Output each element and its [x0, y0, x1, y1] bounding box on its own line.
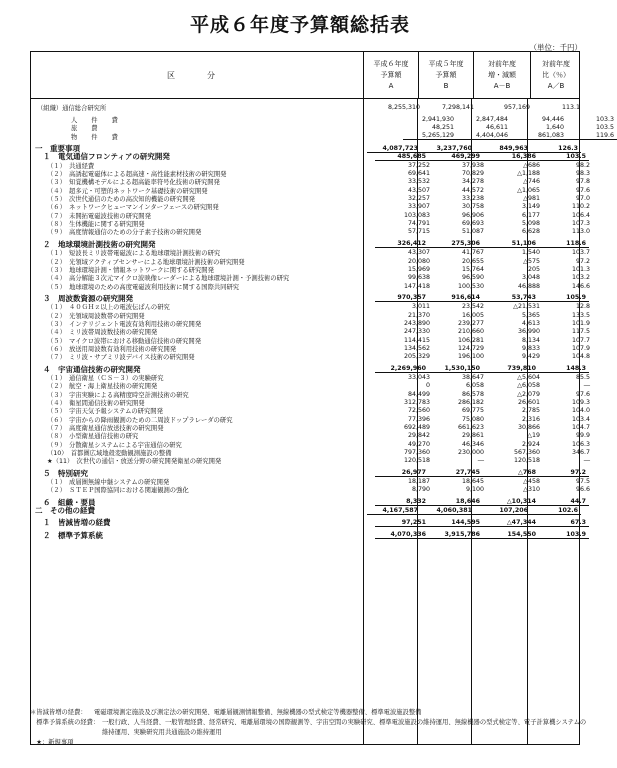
change-cell: 46,888 — [517, 282, 540, 290]
fy5-budget-cell: 29,861 — [461, 432, 484, 440]
fy6-budget-cell: 114,415 — [403, 336, 430, 344]
ratio-cell: 103.9 — [539, 531, 589, 539]
ratio-cell: 97.8 — [575, 178, 590, 186]
fy5-budget-cell: 286,182 — [457, 399, 484, 407]
budget-table — [30, 51, 614, 745]
fy6-budget-cell: 99,638 — [407, 274, 430, 282]
table-header — [31, 52, 579, 99]
change-cell: 2,316 — [521, 415, 540, 423]
fy6-budget-cell: 4,070,336 — [375, 531, 429, 539]
fy5-budget-cell: 916,614 — [429, 294, 483, 302]
ratio-cell: 97.6 — [575, 186, 590, 194]
fy6-budget-cell: 33,043 — [407, 373, 430, 381]
fy5-budget-cell: 124,729 — [457, 344, 484, 352]
fy5-budget-cell: 20,655 — [461, 257, 484, 265]
change-cell: 2,785 — [521, 407, 540, 415]
change-cell: 9,429 — [521, 353, 540, 361]
change-cell: 94,446 — [541, 116, 564, 124]
ratio-cell: 133.5 — [571, 311, 590, 319]
fy5-budget-cell: 96,590 — [461, 274, 484, 282]
ratio-cell: 99.9 — [575, 432, 590, 440]
change-cell: △575 — [523, 257, 540, 265]
footnote-line — [30, 708, 590, 718]
change-cell: △746 — [523, 178, 540, 186]
fy5-budget-cell: 1,530,150 — [429, 365, 483, 373]
fy5-budget-cell: 7,298,141 — [441, 103, 474, 111]
ratio-cell: 107.3 — [571, 220, 590, 228]
ratio-cell: 104.8 — [571, 353, 590, 361]
ratio-cell: 97.6 — [575, 390, 590, 398]
fy6-budget-cell: 32,257 — [407, 195, 430, 203]
fy6-budget-cell: 33,907 — [407, 203, 430, 211]
fy5-budget-cell: 96,906 — [461, 211, 484, 219]
fy6-budget-cell: 4,167,587 — [367, 507, 421, 515]
change-cell: △21,531 — [513, 303, 540, 311]
header-fy6-budget: 平成６年度 予算額 A — [363, 52, 418, 98]
fy6-budget-cell: 8,255,310 — [387, 103, 420, 111]
ratio-cell: 96.6 — [575, 486, 590, 494]
fy6-budget-cell: 84,499 — [407, 390, 430, 398]
row-name: ★（11） 次世代の通信・放送分野の研究開発衛星の研究開発 — [47, 458, 222, 466]
fy5-budget-cell: 33,238 — [461, 195, 484, 203]
footnote-key: ★：新規事項 — [30, 739, 74, 746]
fy5-budget-cell: 15,764 — [461, 265, 484, 273]
ratio-cell: 119.6 — [567, 132, 617, 140]
fy6-budget-cell: 103,083 — [403, 211, 430, 219]
ratio-cell: 107.7 — [571, 336, 590, 344]
row-name: ６ 組織・要員 — [43, 497, 96, 507]
ratio-cell: 106.4 — [571, 211, 590, 219]
table-row — [31, 103, 579, 111]
ratio-cell: 44.7 — [539, 498, 589, 506]
row-name: （２） 光領域周波数帯の研究開発 — [47, 312, 145, 320]
fy6-budget-cell: 15,969 — [407, 265, 430, 273]
fy6-budget-cell: 5,265,129 — [403, 132, 457, 140]
ratio-cell: 113.0 — [571, 228, 590, 236]
row-name: ５ 特別研究 — [43, 468, 88, 478]
table-row — [31, 353, 590, 362]
fy6-budget-cell: 18,187 — [407, 478, 430, 486]
row-name: （３） 地球環境計測・情報ネットワークに関する研究開発 — [47, 266, 214, 274]
fy5-budget-cell: 2,847,484 — [475, 116, 508, 124]
ratio-cell: ― — [583, 382, 590, 390]
fy5-budget-cell: 38,647 — [461, 373, 484, 381]
table-row — [31, 506, 579, 514]
row-name: 旅費 — [71, 125, 112, 133]
change-cell: 6,177 — [521, 211, 540, 219]
change-cell: 3,048 — [521, 274, 540, 282]
ratio-cell: 126.3 — [531, 145, 581, 153]
ratio-cell: ― — [583, 457, 590, 465]
row-name: （７） 未開拓電磁波技術の研究開発 — [47, 212, 151, 220]
fy6-budget-cell: 29,842 — [407, 432, 430, 440]
fy6-budget-cell: 21,370 — [407, 311, 430, 319]
fy6-budget-cell: 326,412 — [375, 240, 429, 248]
ratio-cell: 104.0 — [571, 407, 590, 415]
ratio-cell: 103.5 — [539, 153, 589, 161]
ratio-cell: 113.1 — [561, 103, 580, 111]
fy5-budget-cell: 41,767 — [461, 249, 484, 257]
ratio-cell: 98.3 — [575, 170, 590, 178]
page-title: 平成６年度予算額総括表 — [189, 14, 410, 36]
change-cell: 739,810 — [483, 365, 539, 373]
fy5-budget-cell: 51,087 — [461, 228, 484, 236]
change-cell: △19 — [527, 432, 540, 440]
change-cell: 120,518 — [513, 457, 540, 465]
row-name: （６） 放送用周波数有効利用技術の研究開発 — [47, 345, 177, 353]
row-name: （５） 宇宙天気予報システムの研究開発 — [47, 408, 163, 416]
row-name: （６） ネットワークヒューマンインターフェースの研究開発 — [47, 204, 219, 212]
change-cell: 6,628 — [521, 228, 540, 236]
row-name: （１） 共通経費 — [47, 162, 95, 170]
change-cell: 2,924 — [521, 440, 540, 448]
row-name: （３） 知覚機構モデルによる超高能率符号化技術の研究開発 — [47, 179, 220, 187]
row-name: （５） マイクロ波帯における移動通信技術の研究開発 — [47, 337, 202, 345]
fy6-budget-cell: 20,080 — [407, 257, 430, 265]
fy6-budget-cell: 43,507 — [407, 186, 430, 194]
fy5-budget-cell: 239,277 — [457, 319, 484, 327]
row-name: （２） 高誘起電磁体による超高速・高性能素材技術の研究開発 — [47, 171, 227, 179]
fy6-budget-cell: 2,941,930 — [421, 116, 454, 124]
row-name: 二 その他の経費 — [35, 506, 95, 516]
ratio-cell: 102.6 — [531, 507, 581, 515]
fy6-budget-cell: 243,890 — [403, 319, 430, 327]
change-cell: 957,169 — [503, 103, 530, 111]
fy5-budget-cell: 100,530 — [457, 282, 484, 290]
fy5-budget-cell: 23,542 — [461, 303, 484, 311]
row-name: （８） 生体機能に関する研究開発 — [47, 221, 145, 229]
fy6-budget-cell: 2,269,960 — [375, 365, 429, 373]
footnote-key: ＊皆減皆増の経費： — [30, 709, 87, 716]
change-cell: 30,866 — [517, 424, 540, 432]
ratio-cell: 103.2 — [571, 274, 590, 282]
row-name: （２） 航空・海上衛星技術の研究開発 — [47, 383, 158, 391]
ratio-cell: 103.5 — [595, 124, 614, 132]
row-name: 物件費 — [71, 133, 132, 141]
fy6-budget-cell: 134,562 — [403, 344, 430, 352]
row-name: （10） 首都圏広域地殻変動観測施設の整備 — [47, 450, 172, 458]
row-name: （８） 小型衛星通信技術の研究 — [47, 433, 139, 441]
row-name: 一 重要事項 — [35, 144, 80, 154]
change-cell: △5,604 — [517, 373, 540, 381]
change-cell: 567,360 — [513, 449, 540, 457]
fy6-budget-cell: 970,357 — [375, 294, 429, 302]
ratio-cell: 117.5 — [571, 328, 590, 336]
fy6-budget-cell: 0 — [425, 382, 430, 390]
ratio-cell: 103.4 — [571, 415, 590, 423]
fy6-budget-cell: 205,329 — [403, 353, 430, 361]
fy6-budget-cell: 57,715 — [407, 228, 430, 236]
footnote-text — [94, 738, 590, 748]
ratio-cell: 101.3 — [571, 265, 590, 273]
change-cell: △6,058 — [517, 382, 540, 390]
ratio-cell: 12.8 — [575, 303, 590, 311]
ratio-cell: 109.3 — [571, 399, 590, 407]
fy5-budget-cell: 44,572 — [461, 186, 484, 194]
row-name: （７） 高度衛星通信放送技術の研究開発 — [47, 425, 164, 433]
change-cell: 51,106 — [483, 240, 539, 248]
table-row — [31, 486, 590, 495]
header-ratio: 対前年度 比（％） A／B — [530, 52, 581, 98]
change-cell: 5,098 — [521, 220, 540, 228]
row-name: １ 皆減皆増の経費 — [43, 518, 111, 528]
ratio-cell: 101.9 — [571, 319, 590, 327]
change-cell: 9,833 — [521, 344, 540, 352]
fy6-budget-cell: 77,396 — [407, 415, 430, 423]
footnote-text: 一般行政、人当経費、一般管理経費、経常研究、電離層環境の国際観測等、宇宙空間の実験研究、標準電波施設の維持運用、無線機器の型式検定等、電子計算機システムの維持運用、実験研究用共通施設の維持運用 — [102, 719, 587, 736]
table-row — [31, 132, 614, 141]
table-row — [31, 518, 586, 528]
fy5-budget-cell: 4,060,381 — [421, 507, 475, 515]
row-name: １ 電気通信フロンティアの研究開発 — [43, 152, 170, 162]
fy5-budget-cell: 16,005 — [461, 311, 484, 319]
change-cell: △768 — [483, 469, 539, 477]
ratio-cell: 103.3 — [595, 116, 614, 124]
change-cell: 107,206 — [475, 507, 531, 515]
fy5-budget-cell: 86,578 — [461, 390, 484, 398]
ratio-cell: 148.3 — [539, 365, 589, 373]
header-change: 対前年度 増・減額 A－B — [473, 52, 530, 98]
fy5-budget-cell: 196,100 — [457, 353, 484, 361]
fy6-budget-cell: 72,560 — [407, 407, 430, 415]
ratio-cell: 106.3 — [571, 440, 590, 448]
fy5-budget-cell: 69,693 — [461, 220, 484, 228]
row-name: （２） 光領域アクティブセンサーによる地球環境計測技術の研究開発 — [47, 258, 245, 266]
fy5-budget-cell: 75,080 — [461, 415, 484, 423]
footnote-key: 標準予算系統の経費： — [30, 719, 100, 726]
fy6-budget-cell: 247,330 — [403, 328, 430, 336]
fy5-budget-cell: ― — [477, 457, 484, 465]
fy6-budget-cell: 49,270 — [407, 440, 430, 448]
fy6-budget-cell: 69,641 — [407, 170, 430, 178]
row-name: （２） ＳＴＥＰ国際協同における関連観測の強化 — [47, 487, 189, 495]
row-name: ４ 宇宙通信技術の研究開発 — [43, 364, 141, 374]
row-name: （４） 高分解能３次元マイクロ波映像レーダーによる地球環境計測・予測技術の研究 — [47, 275, 290, 283]
row-name: （４） ミリ波帯周波数技術の研究開発 — [47, 329, 158, 337]
fy6-budget-cell: 74,791 — [407, 220, 430, 228]
ratio-cell: 97.2 — [539, 469, 589, 477]
change-cell: 36,990 — [517, 328, 540, 336]
row-name: （７） ミリ波・サブミリ波デバイス技術の研究開発 — [47, 354, 195, 362]
ratio-cell: 110.2 — [571, 203, 590, 211]
change-cell: △2,079 — [517, 390, 540, 398]
fy6-budget-cell: 797,360 — [403, 449, 430, 457]
footnote-line — [30, 718, 590, 738]
row-name: （９） 分散衛星システムによる宇宙通信の研究 — [47, 441, 182, 449]
change-cell: 26,601 — [517, 399, 540, 407]
row-name: （４） 衛星間通信技術の研究開発 — [47, 400, 145, 408]
ratio-cell: 67.3 — [539, 519, 589, 527]
fy5-budget-cell: 18,646 — [429, 498, 483, 506]
fy5-budget-cell: 46,611 — [485, 124, 508, 132]
ratio-cell: 103.7 — [571, 249, 590, 257]
table-row — [31, 282, 590, 291]
ratio-cell: 146.6 — [571, 282, 590, 290]
change-cell: 1,540 — [521, 249, 540, 257]
fy5-budget-cell: 661,623 — [457, 424, 484, 432]
row-name: ２ 標準予算系統 — [43, 530, 103, 540]
change-cell: △686 — [523, 161, 540, 169]
fy5-budget-cell: 34,278 — [461, 178, 484, 186]
fy5-budget-cell: 144,595 — [429, 519, 483, 527]
change-cell: △1,065 — [517, 186, 540, 194]
fy6-budget-cell: 8,332 — [375, 498, 429, 506]
change-cell: 861,083 — [511, 132, 567, 140]
row-name: （５） 地球環境のための高度電磁波利用技術に関する国際共同研究 — [47, 283, 240, 291]
row-name: （１） 通信衛星（ＣＳ－３）の実験研究 — [47, 374, 164, 382]
row-name: （５） 次世代通信のための高次知的機能の研究開発 — [47, 196, 195, 204]
fy5-budget-cell: 46,346 — [461, 440, 484, 448]
fy5-budget-cell: 210,660 — [457, 328, 484, 336]
ratio-cell: 346.7 — [571, 449, 590, 457]
row-name: （１） 成層圏無線中継システムの研究開発 — [47, 479, 170, 487]
ratio-cell: 97.5 — [575, 478, 590, 486]
fy5-budget-cell: 6,058 — [465, 382, 484, 390]
fy5-budget-cell: 69,775 — [461, 407, 484, 415]
header-fy5-budget: 平成５年度 予算額 B — [418, 52, 473, 98]
change-cell: 53,743 — [483, 294, 539, 302]
change-cell: △981 — [523, 195, 540, 203]
footnote-text: 電磁環境測定施設及び測定法の研究開発、電離層観測情報整備、無線機器の型式検定等機器整備、標準電波施設整備 — [94, 709, 422, 716]
table-row — [31, 457, 590, 466]
ratio-cell: 107.9 — [571, 344, 590, 352]
change-cell: △10,314 — [483, 498, 539, 506]
fy5-budget-cell: 18,645 — [461, 478, 484, 486]
fy6-budget-cell: 43,307 — [407, 249, 430, 257]
ratio-cell: 118.6 — [539, 240, 589, 248]
ratio-cell: 98.2 — [575, 161, 590, 169]
fy6-budget-cell: 33,532 — [407, 178, 430, 186]
change-cell: △458 — [523, 478, 540, 486]
fy6-budget-cell: 485,685 — [375, 153, 429, 161]
row-name: ２ 地球環境計測技術の研究開発 — [43, 239, 156, 249]
ratio-cell: 85.5 — [575, 373, 590, 381]
row-name: （組織）通信総合研究所 — [37, 104, 107, 112]
row-name: ３ 周波数資源の研究開発 — [43, 293, 133, 303]
fy5-budget-cell: 37,938 — [461, 161, 484, 169]
fy5-budget-cell: 469,299 — [429, 153, 483, 161]
fy5-budget-cell: 230,000 — [457, 449, 484, 457]
fy6-budget-cell: 37,252 — [407, 161, 430, 169]
fy6-budget-cell: 48,251 — [431, 124, 454, 132]
fy5-budget-cell: 3,237,760 — [421, 145, 475, 153]
change-cell: 5,365 — [521, 311, 540, 319]
row-name: 人件費 — [71, 117, 132, 125]
row-name: （３） 宇宙実験による高精度時空計測技術の研究 — [47, 391, 189, 399]
fy6-budget-cell: 26,977 — [375, 469, 429, 477]
row-name: （１） ４０ＧＨｚ以上の電波伝ぱんの研究 — [47, 304, 170, 312]
fy5-budget-cell: 9,100 — [465, 486, 484, 494]
change-cell: 205 — [527, 265, 540, 273]
fy5-budget-cell: 4,404,046 — [457, 132, 511, 140]
change-cell: 16,386 — [483, 153, 539, 161]
fy6-budget-cell: 97,251 — [375, 519, 429, 527]
change-cell: 3,149 — [521, 203, 540, 211]
ratio-cell: 105.9 — [539, 294, 589, 302]
change-cell: △47,344 — [483, 519, 539, 527]
fy6-budget-cell: 120,518 — [403, 457, 430, 465]
fy5-budget-cell: 275,306 — [429, 240, 483, 248]
table-body — [31, 99, 614, 744]
change-cell: 849,963 — [475, 145, 531, 153]
fy6-budget-cell: 3,011 — [411, 303, 430, 311]
header-category: 区 分 — [167, 70, 227, 80]
row-name: （６） 宇宙からの降雨観測のための二周波ドップラレーダの研究 — [47, 416, 233, 424]
row-name: （１） 短波長ミリ波帯電磁波による地球環境計測技術の研究 — [47, 250, 221, 258]
change-cell: 154,550 — [483, 531, 539, 539]
fy5-budget-cell: 30,758 — [461, 203, 484, 211]
footnote-line — [30, 738, 590, 748]
table-row — [31, 228, 590, 237]
unit-label: （単位：千円） — [529, 43, 582, 52]
fy6-budget-cell: 312,783 — [403, 399, 430, 407]
change-cell: 1,640 — [545, 124, 564, 132]
change-cell: 4,613 — [521, 319, 540, 327]
fy6-budget-cell: 147,418 — [403, 282, 430, 290]
fy5-budget-cell: 70,829 — [461, 170, 484, 178]
change-cell: △1,188 — [517, 170, 540, 178]
ratio-cell: 97.2 — [575, 257, 590, 265]
ratio-cell: 104.7 — [571, 424, 590, 432]
row-name: （３） インテリジェント電波有効利用技術の研究開発 — [47, 320, 202, 328]
row-name: （９） 高度情報通信のための分子素子技術の研究開発 — [47, 229, 202, 237]
fy5-budget-cell: 106,281 — [457, 336, 484, 344]
fy5-budget-cell: 3,915,786 — [429, 531, 483, 539]
fy5-budget-cell: 27,745 — [429, 469, 483, 477]
fy6-budget-cell: 8,790 — [411, 486, 430, 494]
table-row — [31, 530, 586, 540]
footnotes — [30, 708, 590, 748]
row-name: （４） 超多元・可塑的ネットワーク基礎技術の研究開発 — [47, 187, 208, 195]
fy6-budget-cell: 692,489 — [403, 424, 430, 432]
ratio-cell: 97.0 — [575, 195, 590, 203]
change-cell: 8,134 — [521, 336, 540, 344]
change-cell: △310 — [523, 486, 540, 494]
fy6-budget-cell: 4,087,723 — [367, 145, 421, 153]
